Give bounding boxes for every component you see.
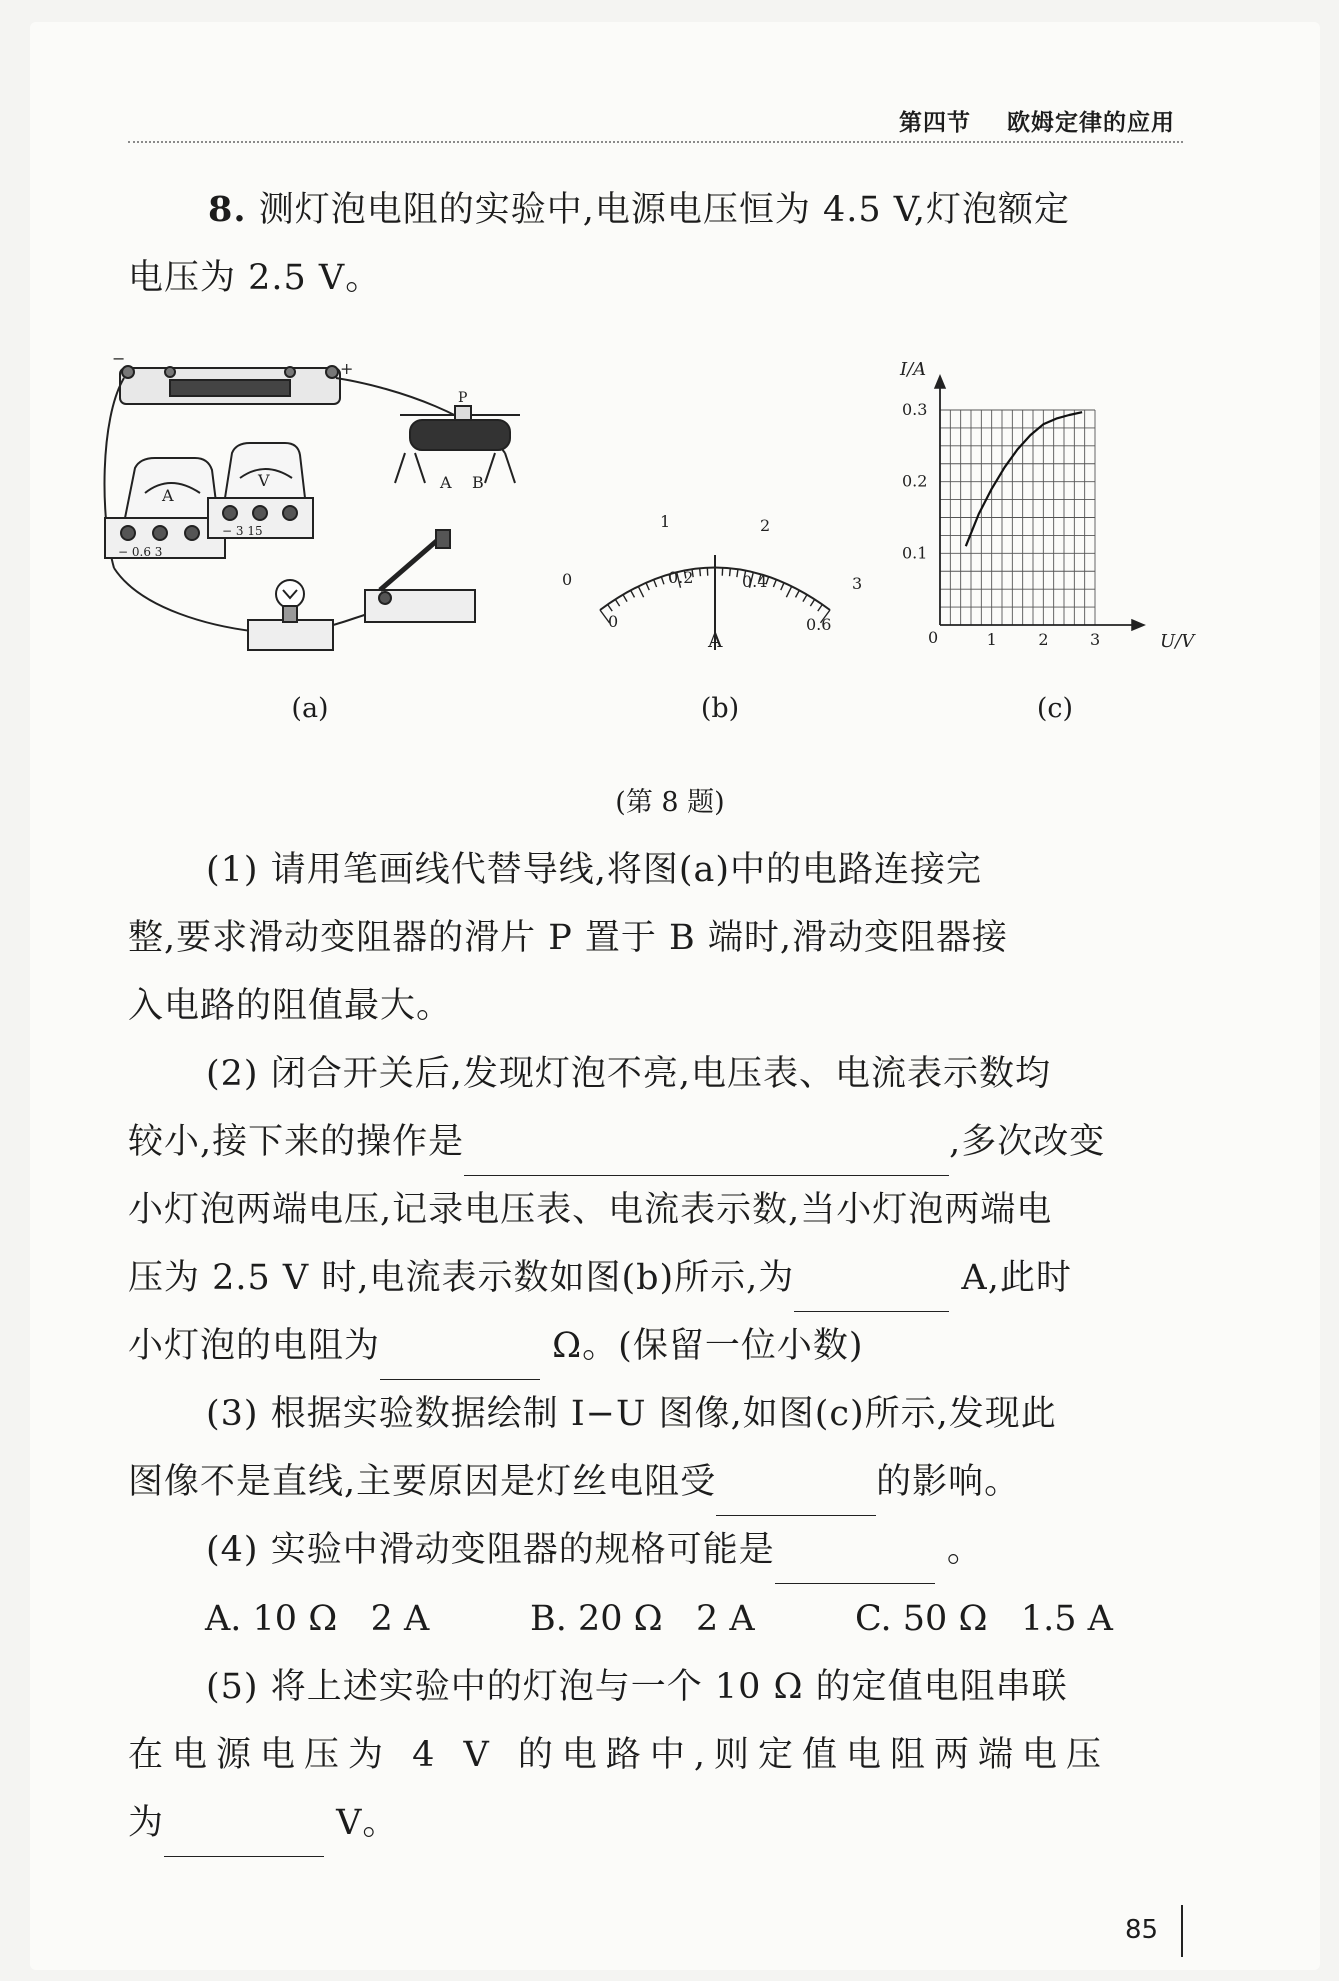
- battery: [112, 358, 353, 404]
- answer-blank-current[interactable]: [794, 1269, 949, 1312]
- inner-scale-2: 0.4: [742, 572, 768, 591]
- iu-chart: [890, 355, 1210, 655]
- y-tick-0.3: 0.3: [902, 400, 928, 419]
- dial-tick: [781, 583, 784, 590]
- part2-line1: (2) 闭合开关后,发现灯泡不亮,电压表、电流表示数均: [206, 1054, 1051, 1094]
- voltmeter-symbol: V: [258, 471, 270, 490]
- inner-scale-3: 0.6: [806, 615, 832, 634]
- page-number-divider: [1181, 1905, 1183, 1957]
- part1-line3: 入电路的阻值最大。: [128, 986, 453, 1026]
- question-number: 8.: [208, 189, 247, 230]
- answer-blank-operation[interactable]: [464, 1133, 949, 1176]
- part5-line2: 在电源电压为 4 V 的电路中,则定值电阻两端电压: [128, 1735, 1111, 1775]
- x-axis-label: U/V: [1160, 631, 1195, 652]
- part2-line3: 小灯泡两端电压,记录电压表、电流表示数,当小灯泡两端电: [128, 1190, 1053, 1230]
- option-b[interactable]: B. 20 Ω 2 A: [530, 1599, 755, 1639]
- switch: [365, 530, 475, 622]
- outer-scale-2: 2: [760, 516, 771, 535]
- part1-line1: (1) 请用笔画线代替导线,将图(a)中的电路连接完: [206, 850, 983, 890]
- x-axis-arrow: [1132, 620, 1144, 630]
- voltmeter: [208, 443, 313, 538]
- question-stem-line2: 电压为 2.5 V。: [128, 258, 382, 298]
- lamp: [248, 580, 333, 650]
- part3-line1: (3) 根据实验数据绘制 I−U 图像,如图(c)所示,发现此: [206, 1394, 1057, 1434]
- dial-tick: [786, 586, 791, 597]
- dial-tick: [623, 595, 627, 602]
- y-axis-label: I/A: [900, 359, 927, 380]
- inner-scale-1: 0.2: [668, 568, 694, 587]
- dial-tick: [796, 590, 800, 597]
- figure-c-caption: (c): [1036, 693, 1074, 724]
- answer-blank-temperature[interactable]: [716, 1473, 876, 1516]
- header-title: 第四节 欧姆定律的应用: [898, 110, 1175, 136]
- option-a[interactable]: A. 10 Ω 2 A: [205, 1599, 430, 1639]
- part4-options: [205, 1585, 1185, 1653]
- part3-line2: 图像不是直线,主要原因是灯丝电阻受 的影响。: [128, 1448, 1183, 1516]
- ammeter-terminal-labels: − 0.6 3: [118, 545, 163, 559]
- figure-a-caption: (a): [291, 693, 329, 724]
- outer-scale-0: 0: [562, 570, 573, 589]
- option-c[interactable]: C. 50 Ω 1.5 A: [855, 1599, 1113, 1639]
- origin-label: 0: [928, 628, 939, 647]
- x-tick-2: 2: [1038, 630, 1049, 649]
- dial-tick: [730, 568, 731, 576]
- part5-line3: 为 V。: [128, 1789, 1183, 1857]
- iu-curve: [966, 412, 1082, 546]
- dial-tick: [810, 599, 814, 606]
- question-stem-line1: 8. 测灯泡电阻的实验中,电源电压恒为 4.5 V,灯泡额定: [208, 189, 1071, 230]
- dial-tick: [737, 569, 738, 577]
- outer-scale-1: 1: [660, 512, 671, 531]
- dial-tick: [646, 583, 649, 590]
- figure-b-caption: (b): [700, 693, 740, 724]
- part1-line2: 整,要求滑动变阻器的滑片 P 置于 B 端时,滑动变阻器接: [128, 918, 1009, 958]
- dial-tick: [638, 586, 643, 597]
- figure-c-iu-graph: [890, 355, 1210, 655]
- rheostat: [395, 390, 520, 492]
- dial-tick: [615, 599, 619, 606]
- page-number: 85: [1125, 1915, 1159, 1945]
- answer-blank-resistance[interactable]: [380, 1337, 540, 1380]
- answer-blank-voltage[interactable]: [164, 1814, 324, 1857]
- ammeter-symbol: A: [162, 486, 174, 505]
- outer-scale-3: 3: [852, 574, 863, 593]
- dial-tick: [631, 590, 635, 597]
- part5-line1: (5) 将上述实验中的灯泡与一个 10 Ω 的定值电阻串联: [206, 1667, 1068, 1707]
- x-tick-3: 3: [1090, 630, 1101, 649]
- x-tick-1: 1: [986, 630, 997, 649]
- dial-tick: [803, 595, 807, 602]
- wire: [114, 568, 270, 633]
- figure-a-circuit: [100, 358, 540, 678]
- dial-tick: [608, 605, 613, 612]
- y-axis-arrow: [935, 376, 945, 388]
- running-header: [128, 86, 1183, 143]
- rheostat-end-b: B: [472, 473, 484, 492]
- voltmeter-terminal-labels: − 3 15: [222, 524, 263, 538]
- part4-line: (4) 实验中滑动变阻器的规格可能是 。: [128, 1516, 1183, 1584]
- dial-tick: [661, 577, 664, 585]
- part2-line4: 压为 2.5 V 时,电流表示数如图(b)所示,为 A,此时: [128, 1244, 1183, 1312]
- dial-meter-symbol: A: [708, 628, 723, 652]
- dial-tick: [773, 580, 776, 587]
- figure-b-meter-dial: [560, 505, 870, 675]
- part2-line5: 小灯泡的电阻为 Ω。(保留一位小数): [128, 1312, 1183, 1380]
- dial-tick: [818, 605, 823, 612]
- rheostat-end-a: A: [440, 473, 452, 492]
- dial-tick: [700, 568, 701, 576]
- y-tick-0.1: 0.1: [902, 543, 928, 563]
- part2-line2: 较小,接下来的操作是 ,多次改变: [128, 1108, 1183, 1176]
- y-tick-0.2: 0.2: [902, 471, 928, 491]
- dial-tick: [654, 580, 657, 587]
- battery-minus-label: −: [112, 358, 126, 368]
- figure-group-caption: (第 8 题): [615, 787, 725, 818]
- battery-plus-label: +: [340, 359, 354, 378]
- inner-scale-0: 0: [608, 612, 619, 631]
- rheostat-slider-label: P: [458, 390, 468, 406]
- answer-blank-rheostat[interactable]: [775, 1541, 935, 1584]
